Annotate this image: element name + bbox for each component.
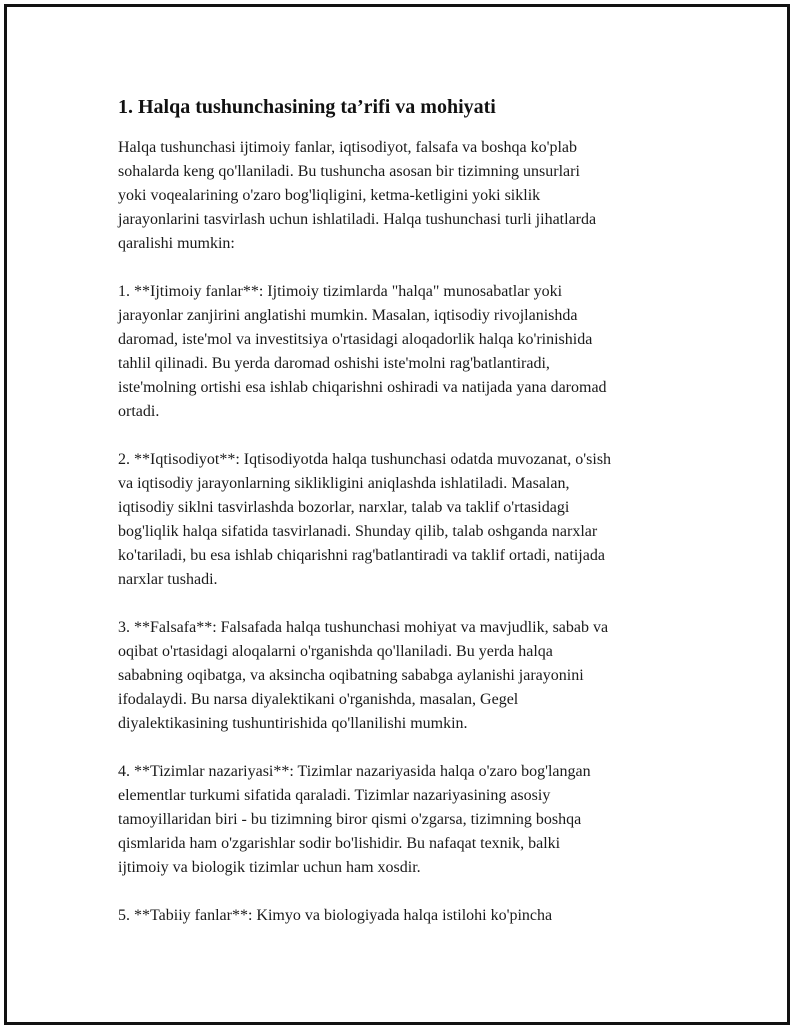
paragraph-systems-theory: 4. **Tizimlar nazariyasi**: Tizimlar nazariyasida halqa o'zaro bog'langan elementlar turkumi sifatida qaraladi. Tizimlar nazariyasining asosiy tamoyillaridan biri - bu tizimning biror qismi o'zgarsa, tizimning boshqa qismlarida ham o'zgarishlar sodir bo'lishidir. Bu nafaqat texnik, balki ijtimoiy va biologik tizimlar uchun ham xosdir. (118, 763, 591, 876)
paragraph-economics: 2. **Iqtisodiyot**: Iqtisodiyotda halqa tushunchasi odatda muvozanat, o'sish va iqtisodiy jarayonlarning siklikligini aniqlashda ishlatiladi. Masalan, iqtisodiy siklni tasvirlashda bozorlar, narxlar, talab va taklif o'rtasidagi bog'liqlik halqa sifatida tasvirlanadi. Shunday qilib, talab oshganda narxlar ko'tariladi, bu esa ishlab chiqarishni rag'batlantiradi va taklif ortadi, natijada narxlar tushadi. (118, 451, 612, 588)
section-heading: 1. Halqa tushunchasining ta’rifi va mohiyati (118, 96, 496, 118)
document-body (118, 94, 684, 952)
paragraph-social-sciences: 1. **Ijtimoiy fanlar**: Ijtimoiy tizimlarda "halqa" munosabatlar yoki jarayonlar zanjirini anglatishi mumkin. Masalan, iqtisodiy rivojlanishda daromad, iste'mol va investitsiya o'rtasidagi aloqadorlik halqa ko'rinishida tahlil qilinadi. Bu yerda daromad oshishi iste'molni rag'batlantiradi, iste'molning ortishi esa ishlab chiqarishni oshiradi va natijada yana daromad ortadi. (118, 283, 607, 420)
paragraph-natural-sciences: 5. **Tabiiy fanlar**: Kimyo va biologiyada halqa istilohi ko'pincha (118, 907, 553, 924)
intro-paragraph: Halqa tushunchasi ijtimoiy fanlar, iqtisodiyot, falsafa va boshqa ko'plab sohalarda keng qo'llaniladi. Bu tushuncha asosan bir tizimning unsurlari yoki voqealarining o'zaro bog'liqligini, ketma-ketligini yoki siklik jarayonlarini tasvirlash uchun ishlatiladi. Halqa tushunchasi turli jihatlarda qaralishi mumkin: (118, 139, 597, 252)
paragraph-philosophy: 3. **Falsafa**: Falsafada halqa tushunchasi mohiyat va mavjudlik, sabab va oqibat o'rtasidagi aloqalarni o'rganishda qo'llaniladi. Bu yerda halqa sababning oqibatga, va aksincha oqibatning sababga aylanishi jarayonini ifodalaydi. Bu narsa diyalektikani o'rganishda, masalan, Gegel diyalektikasining tushuntirishida qo'llanilishi mumkin. (118, 619, 609, 732)
